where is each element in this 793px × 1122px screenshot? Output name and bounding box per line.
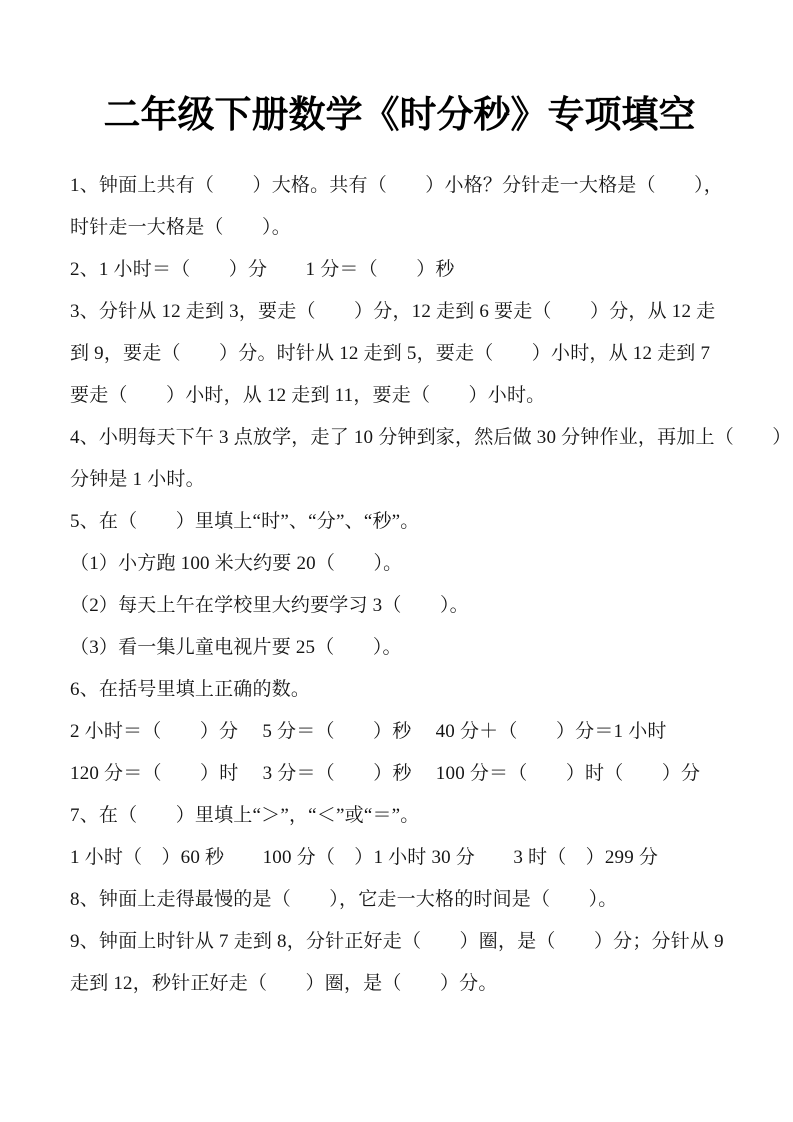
worksheet-line: （3）看一集儿童电视片要 25（ ）。 [70,637,402,658]
worksheet-line: 走到 12，秒针正好走（ ）圈，是（ ）分。 [70,973,498,994]
worksheet-line: 到 9，要走（ ）分。时针从 12 走到 5，要走（ ）小时，从 12 走到 7 [70,343,711,364]
worksheet-line: 2 小时＝（ ）分 5 分＝（ ）秒 40 分＋（ ）分＝1 小时 [70,721,667,742]
worksheet-line: 8、钟面上走得最慢的是（ ），它走一大格的时间是（ ）。 [70,889,618,910]
worksheet-line: 分钟是 1 小时。 [70,469,205,490]
worksheet-line: 时针走一大格是（ ）。 [70,217,291,238]
worksheet-line: 2、1 小时＝（ ）分 1 分＝（ ）秒 [70,259,455,280]
worksheet-line: 120 分＝（ ）时 3 分＝（ ）秒 100 分＝（ ）时（ ）分 [70,763,701,784]
worksheet-line: 7、在（ ）里填上“＞”，“＜”或“＝”。 [70,805,420,826]
worksheet-line: 1 小时（ ）60 秒 100 分（ ）1 小时 30 分 3 时（ ）299 分 [70,847,659,868]
worksheet-title: 二年级下册数学《时分秒》专项填空 [103,94,696,135]
worksheet-line: 5、在（ ）里填上“时”、“分”、“秒”。 [70,511,420,532]
worksheet-line: 9、钟面上时针从 7 走到 8，分针正好走（ ）圈，是（ ）分；分针从 9 [70,931,724,952]
worksheet-line: 1、钟面上共有（ ）大格。共有（ ）小格？分针走一大格是（ ）， [70,175,724,196]
worksheet-line: （2）每天上午在学校里大约要学习 3（ ）。 [70,595,469,616]
worksheet-line: 4、小明每天下午 3 点放学，走了 10 分钟到家，然后做 30 分钟作业，再加上（ ） [70,427,792,448]
worksheet-line: 3、分针从 12 走到 3，要走（ ）分，12 走到 6 要走（ ）分，从 12 走 [70,301,716,322]
worksheet-line: （1）小方跑 100 米大约要 20（ ）。 [70,553,403,574]
worksheet-body [70,165,792,1005]
worksheet-line: 6、在括号里填上正确的数。 [70,679,311,700]
worksheet-line: 要走（ ）小时，从 12 走到 11，要走（ ）小时。 [70,385,546,406]
